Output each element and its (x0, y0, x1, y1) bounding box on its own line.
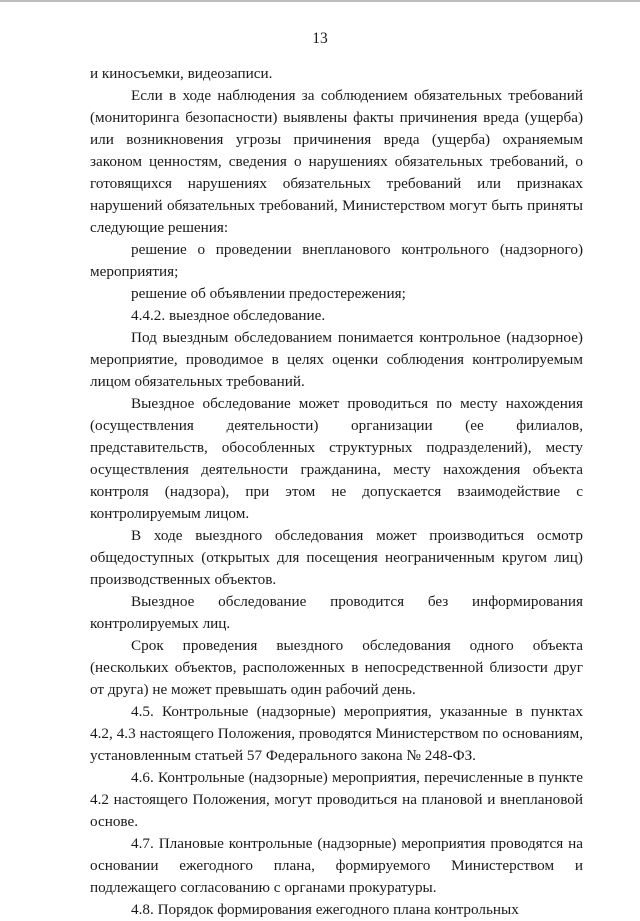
page-top-edge (0, 0, 640, 2)
page-number: 13 (312, 30, 328, 47)
paragraph-1: и киносъемки, видеозаписи. (90, 65, 273, 82)
paragraph-6: Под выездным обследованием понимается контрольное (надзорное) мероприятие, проводимое в целях оценки соблюдения контролируемым лицом обязательных требований. (90, 329, 583, 390)
paragraph-13: 4.7. Плановые контрольные (надзорные) мероприятия проводятся на основании ежегодного плана, формируемого Министерством и подлежащего согласованию с органами прокуратуры. (90, 835, 583, 896)
paragraph-2: Если в ходе наблюдения за соблюдением обязательных требований (мониторинга безопасности) выявлены факты причинения вреда (ущерба) или возникновения угрозы причинения вреда (ущерба) охраняемым законом ценностям, сведения о нарушениях обязательных требований, о готовящихся нарушениях обязательных требований или признаках нарушений обязательных требований, Министерством могут быть приняты следующие решения: (90, 87, 583, 236)
paragraph-5: 4.4.2. выездное обследование. (131, 307, 326, 324)
paragraph-14: 4.8. Порядок формирования ежегодного плана контрольных (131, 901, 519, 918)
paragraph-7: Выездное обследование может проводиться по месту нахождения (осуществления деятельности) организации (ее филиалов, представительств, обособленных структурных подразделений), месту осуществления деятельности гражданина, месту нахождения объекта контроля (надзора), при этом не допускается взаимодействие с контролируемым лицом. (90, 395, 583, 522)
document-body (90, 63, 583, 921)
paragraph-3: решение о проведении внепланового контрольного (надзорного) мероприятия; (90, 241, 583, 280)
paragraph-11: 4.5. Контрольные (надзорные) мероприятия, указанные в пунктах 4.2, 4.3 настоящего Положения, проводятся Министерством по основаниям, установленным статьей 57 Федерального закона № 248-ФЗ. (90, 703, 583, 764)
paragraph-4: решение об объявлении предостережения; (131, 285, 406, 302)
paragraph-12: 4.6. Контрольные (надзорные) мероприятия, перечисленные в пункте 4.2 настоящего Положения, могут проводиться на плановой и внеплановой основе. (90, 769, 583, 830)
paragraph-9: Выездное обследование проводится без информирования контролируемых лиц. (90, 593, 583, 632)
paragraph-8: В ходе выездного обследования может производиться осмотр общедоступных (открытых для посещения неограниченным кругом лиц) производственных объектов. (90, 527, 583, 588)
paragraph-10: Срок проведения выездного обследования одного объекта (нескольких объектов, расположенных в непосредственной близости друг от друга) не может превышать один рабочий день. (90, 637, 583, 698)
